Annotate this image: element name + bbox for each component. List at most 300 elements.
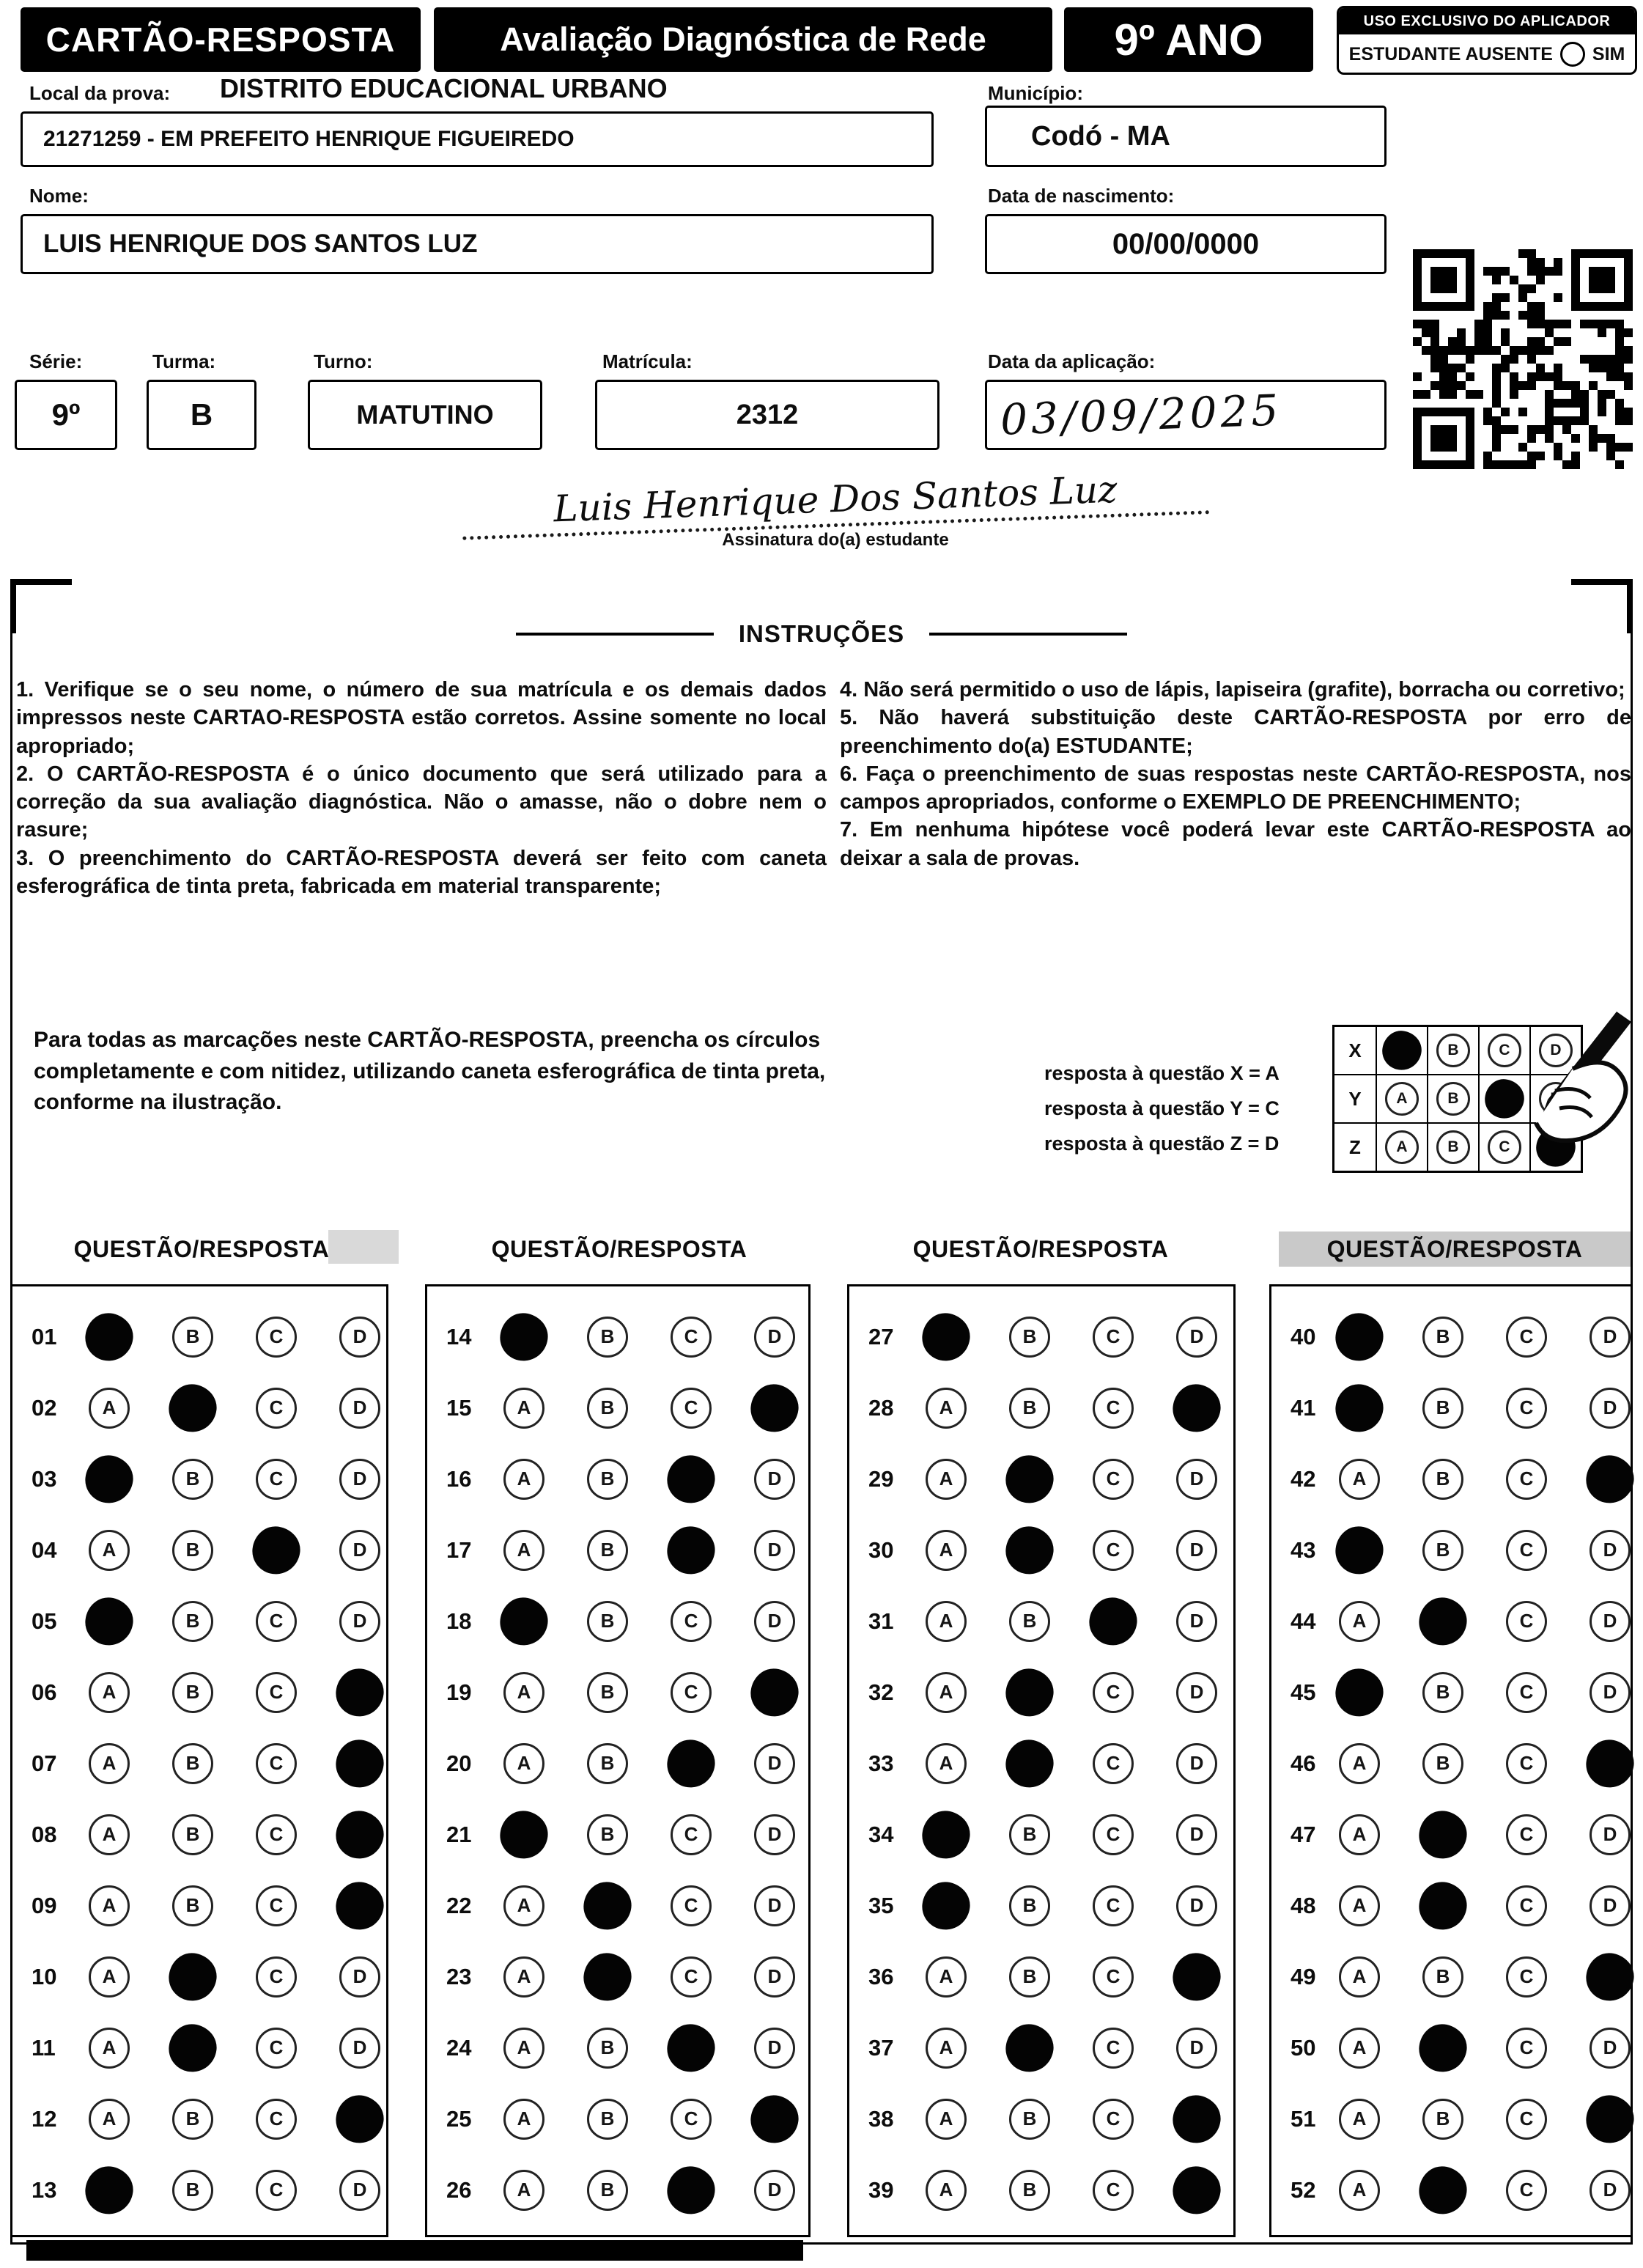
answer-bubble-43-B[interactable]: B xyxy=(1422,1530,1463,1571)
question-number-17: 17 xyxy=(446,1536,472,1563)
answer-bubble-01-C[interactable]: C xyxy=(256,1317,297,1358)
answer-bubble-23-C[interactable]: C xyxy=(671,1956,712,1998)
answer-bubble-19-C[interactable]: C xyxy=(671,1672,712,1713)
answer-bubble-45-B[interactable]: B xyxy=(1422,1672,1463,1713)
answer-bubble-21-D[interactable]: D xyxy=(754,1814,795,1855)
answer-bubble-22-B[interactable] xyxy=(581,1879,634,1932)
question-row-22 xyxy=(427,1870,808,1941)
answer-bubble-24-B[interactable]: B xyxy=(587,2028,628,2069)
answer-bubble-38-A[interactable]: A xyxy=(926,2099,967,2140)
answer-bubble-50-B[interactable] xyxy=(1417,2021,1469,2074)
answer-bubble-17-D[interactable]: D xyxy=(754,1530,795,1571)
answer-bubble-03-C[interactable]: C xyxy=(256,1459,297,1500)
answer-bubble-16-A[interactable]: A xyxy=(503,1459,544,1500)
answer-bubble-02-C[interactable]: C xyxy=(256,1388,297,1429)
answer-bubble-30-D[interactable]: D xyxy=(1176,1530,1217,1571)
answer-bubble-26-D[interactable]: D xyxy=(754,2170,795,2211)
question-options-37 xyxy=(926,2028,1217,2069)
question-number-07: 07 xyxy=(32,1750,57,1776)
answer-bubble-18-B[interactable]: B xyxy=(587,1601,628,1642)
answer-bubble-11-D[interactable]: D xyxy=(339,2028,380,2069)
answer-bubble-51-C[interactable]: C xyxy=(1506,2099,1547,2140)
answer-bubble-14-D[interactable]: D xyxy=(754,1317,795,1358)
question-row-12 xyxy=(12,2083,386,2154)
answer-bubble-35-B[interactable]: B xyxy=(1009,1885,1050,1926)
question-number-05: 05 xyxy=(32,1608,57,1634)
question-options-31 xyxy=(926,1601,1217,1642)
assessment-title: Avaliação Diagnóstica de Rede xyxy=(434,7,1052,72)
answer-bubble-36-D[interactable] xyxy=(1170,1950,1223,2003)
answer-bubble-40-C[interactable]: C xyxy=(1506,1317,1547,1358)
answer-bubble-36-B[interactable]: B xyxy=(1009,1956,1050,1998)
answer-bubble-47-C[interactable]: C xyxy=(1506,1814,1547,1855)
answer-bubble-06-C[interactable]: C xyxy=(256,1672,297,1713)
answer-column-header-2: QUESTÃO/RESPOSTA xyxy=(491,1235,747,1262)
answer-bubble-47-B[interactable] xyxy=(1417,1808,1469,1860)
answer-bubble-38-D[interactable] xyxy=(1170,2092,1223,2145)
signature-label: Assinatura do(a) estudante xyxy=(722,530,949,550)
question-options-33 xyxy=(926,1743,1217,1784)
question-options-48 xyxy=(1339,1885,1631,1926)
answer-bubble-22-A[interactable]: A xyxy=(503,1885,544,1926)
answer-bubble-47-A[interactable]: A xyxy=(1339,1814,1380,1855)
question-number-30: 30 xyxy=(868,1536,894,1563)
answer-bubble-09-C[interactable]: C xyxy=(256,1885,297,1926)
answer-bubble-19-A[interactable]: A xyxy=(503,1672,544,1713)
answer-bubble-34-A[interactable] xyxy=(920,1808,972,1860)
example-legend xyxy=(1044,1056,1280,1161)
question-row-32 xyxy=(849,1657,1233,1728)
answer-bubble-23-D[interactable]: D xyxy=(754,1956,795,1998)
example-legend-line-1: resposta à questão X = A xyxy=(1044,1062,1280,1084)
question-row-23 xyxy=(427,1941,808,2012)
class-field: B xyxy=(147,380,256,450)
question-options-22 xyxy=(503,1885,795,1926)
answer-bubble-48-B[interactable] xyxy=(1417,1879,1469,1932)
question-row-13 xyxy=(12,2154,386,2225)
answer-bubble-29-D[interactable]: D xyxy=(1176,1459,1217,1500)
answer-bubble-11-C[interactable]: C xyxy=(256,2028,297,2069)
answer-bubble-17-A[interactable]: A xyxy=(503,1530,544,1571)
answer-bubble-39-D[interactable] xyxy=(1170,2163,1223,2216)
answer-bubble-14-B[interactable]: B xyxy=(587,1317,628,1358)
answer-bubble-04-C[interactable] xyxy=(250,1523,303,1576)
answer-bubble-37-A[interactable]: A xyxy=(926,2028,967,2069)
question-row-34 xyxy=(849,1799,1233,1870)
answer-bubble-51-B[interactable]: B xyxy=(1422,2099,1463,2140)
answer-bubble-04-B[interactable]: B xyxy=(172,1530,213,1571)
example-row-label-Z: Z xyxy=(1349,1135,1361,1158)
answer-bubble-05-D[interactable]: D xyxy=(339,1601,380,1642)
answer-bubble-28-A[interactable]: A xyxy=(926,1388,967,1429)
answer-bubble-33-D[interactable]: D xyxy=(1176,1743,1217,1784)
question-row-19 xyxy=(427,1657,808,1728)
question-options-32 xyxy=(926,1672,1217,1713)
answer-bubble-06-D[interactable] xyxy=(333,1665,386,1718)
answer-bubble-48-A[interactable]: A xyxy=(1339,1885,1380,1926)
answer-bubble-21-B[interactable]: B xyxy=(587,1814,628,1855)
question-options-18 xyxy=(503,1601,795,1642)
answer-bubble-40-D[interactable]: D xyxy=(1590,1317,1631,1358)
answer-bubble-42-B[interactable]: B xyxy=(1422,1459,1463,1500)
question-options-07 xyxy=(89,1743,380,1784)
question-options-47 xyxy=(1339,1814,1631,1855)
answer-bubble-06-A[interactable]: A xyxy=(89,1672,130,1713)
question-row-16 xyxy=(427,1443,808,1514)
answer-bubble-35-C[interactable]: C xyxy=(1093,1885,1134,1926)
question-row-29 xyxy=(849,1443,1233,1514)
heading-rule-right xyxy=(929,633,1127,636)
answer-bubble-20-B[interactable]: B xyxy=(587,1743,628,1784)
answer-bubble-34-C[interactable]: C xyxy=(1093,1814,1134,1855)
answer-bubble-44-B[interactable] xyxy=(1417,1594,1469,1647)
question-options-50 xyxy=(1339,2028,1631,2069)
answer-bubble-29-B[interactable] xyxy=(1003,1452,1056,1505)
answer-bubble-01-A[interactable] xyxy=(83,1310,136,1363)
answer-bubble-35-D[interactable]: D xyxy=(1176,1885,1217,1926)
answer-bubble-13-D[interactable]: D xyxy=(339,2170,380,2211)
answer-bubble-27-C[interactable]: C xyxy=(1093,1317,1134,1358)
answer-bubble-49-C[interactable]: C xyxy=(1506,1956,1547,1998)
answer-bubble-31-C[interactable] xyxy=(1087,1594,1140,1647)
answer-bubble-03-A[interactable] xyxy=(83,1452,136,1505)
example-bubble-Z-B: B xyxy=(1436,1130,1470,1164)
answer-bubble-33-A[interactable]: A xyxy=(926,1743,967,1784)
answer-bubble-38-C[interactable]: C xyxy=(1093,2099,1134,2140)
answer-bubble-07-D[interactable] xyxy=(333,1737,386,1789)
answer-bubble-43-D[interactable]: D xyxy=(1590,1530,1631,1571)
question-options-02 xyxy=(89,1388,380,1429)
grade-field: 9º xyxy=(15,380,117,450)
answer-bubble-05-B[interactable]: B xyxy=(172,1601,213,1642)
answer-bubble-27-B[interactable]: B xyxy=(1009,1317,1050,1358)
answer-bubble-27-A[interactable] xyxy=(920,1310,972,1363)
question-options-28 xyxy=(926,1388,1217,1429)
answer-bubble-08-D[interactable] xyxy=(333,1808,386,1860)
answer-bubble-20-D[interactable]: D xyxy=(754,1743,795,1784)
answer-bubble-08-C[interactable]: C xyxy=(256,1814,297,1855)
question-options-24 xyxy=(503,2028,795,2069)
answer-bubble-30-C[interactable]: C xyxy=(1093,1530,1134,1571)
answer-bubble-30-A[interactable]: A xyxy=(926,1530,967,1571)
answer-bubble-06-B[interactable]: B xyxy=(172,1672,213,1713)
answer-bubble-30-B[interactable] xyxy=(1003,1523,1056,1576)
answer-bubble-33-B[interactable] xyxy=(1003,1737,1056,1789)
answer-bubble-31-D[interactable]: D xyxy=(1176,1601,1217,1642)
question-options-41 xyxy=(1339,1388,1631,1429)
answer-bubble-01-B[interactable]: B xyxy=(172,1317,213,1358)
question-options-19 xyxy=(503,1672,795,1713)
answer-bubble-46-C[interactable]: C xyxy=(1506,1743,1547,1784)
question-options-36 xyxy=(926,1956,1217,1998)
question-row-21 xyxy=(427,1799,808,1870)
answer-bubble-25-C[interactable]: C xyxy=(671,2099,712,2140)
answer-bubble-23-B[interactable] xyxy=(581,1950,634,2003)
answer-bubble-37-B[interactable] xyxy=(1003,2021,1056,2074)
answer-bubble-04-D[interactable]: D xyxy=(339,1530,380,1571)
answer-bubble-02-A[interactable]: A xyxy=(89,1388,130,1429)
answer-bubble-50-A[interactable]: A xyxy=(1339,2028,1380,2069)
answer-bubble-03-D[interactable]: D xyxy=(339,1459,380,1500)
answer-bubble-13-C[interactable]: C xyxy=(256,2170,297,2211)
question-number-16: 16 xyxy=(446,1465,472,1492)
question-row-51 xyxy=(1271,2083,1631,2154)
answer-bubble-12-B[interactable]: B xyxy=(172,2099,213,2140)
question-options-04 xyxy=(89,1530,380,1571)
answer-bubble-26-A[interactable]: A xyxy=(503,2170,544,2211)
question-row-43 xyxy=(1271,1514,1631,1586)
question-row-18 xyxy=(427,1586,808,1657)
answer-bubble-05-C[interactable]: C xyxy=(256,1601,297,1642)
answer-bubble-28-C[interactable]: C xyxy=(1093,1388,1134,1429)
question-options-39 xyxy=(926,2170,1217,2211)
answer-bubble-41-A[interactable] xyxy=(1333,1381,1386,1434)
question-number-12: 12 xyxy=(32,2105,57,2132)
answer-bubble-33-C[interactable]: C xyxy=(1093,1743,1134,1784)
answer-bubble-11-B[interactable] xyxy=(166,2021,219,2074)
hand-with-pen-illustration xyxy=(1466,1006,1639,1173)
answer-bubble-50-D[interactable]: D xyxy=(1590,2028,1631,2069)
answer-bubble-39-B[interactable]: B xyxy=(1009,2170,1050,2211)
answer-bubble-36-A[interactable]: A xyxy=(926,1956,967,1998)
answer-bubble-19-D[interactable] xyxy=(748,1665,801,1718)
answer-bubble-32-D[interactable]: D xyxy=(1176,1672,1217,1713)
answer-bubble-31-B[interactable]: B xyxy=(1009,1601,1050,1642)
answer-bubble-46-A[interactable]: A xyxy=(1339,1743,1380,1784)
question-number-47: 47 xyxy=(1291,1821,1316,1847)
answer-bubble-44-A[interactable]: A xyxy=(1339,1601,1380,1642)
answer-bubble-17-C[interactable] xyxy=(665,1523,717,1576)
answer-bubble-10-B[interactable] xyxy=(166,1950,219,2003)
answer-bubble-35-A[interactable] xyxy=(920,1879,972,1932)
answer-bubble-34-D[interactable]: D xyxy=(1176,1814,1217,1855)
answer-bubble-21-A[interactable] xyxy=(498,1808,550,1860)
answer-bubble-41-C[interactable]: C xyxy=(1506,1388,1547,1429)
answer-bubble-12-C[interactable]: C xyxy=(256,2099,297,2140)
answer-bubble-14-A[interactable] xyxy=(498,1310,550,1363)
grade-label: Série: xyxy=(29,350,83,372)
answer-bubble-13-B[interactable]: B xyxy=(172,2170,213,2211)
answer-bubble-31-A[interactable]: A xyxy=(926,1601,967,1642)
question-row-49 xyxy=(1271,1941,1631,2012)
answer-bubble-51-D[interactable] xyxy=(1584,2092,1636,2145)
answer-bubble-02-B[interactable] xyxy=(166,1381,219,1434)
question-options-06 xyxy=(89,1672,380,1713)
answer-bubble-46-B[interactable]: B xyxy=(1422,1743,1463,1784)
answer-bubble-15-B[interactable]: B xyxy=(587,1388,628,1429)
answer-bubble-52-B[interactable] xyxy=(1417,2163,1469,2216)
answer-box-2 xyxy=(425,1284,811,2237)
answer-bubble-46-D[interactable] xyxy=(1584,1737,1636,1789)
answer-bubble-21-C[interactable]: C xyxy=(671,1814,712,1855)
answer-bubble-38-B[interactable]: B xyxy=(1009,2099,1050,2140)
answer-bubble-10-D[interactable]: D xyxy=(339,1956,380,1998)
answer-bubble-50-C[interactable]: C xyxy=(1506,2028,1547,2069)
answer-bubble-07-A[interactable]: A xyxy=(89,1743,130,1784)
answer-bubble-09-D[interactable] xyxy=(333,1879,386,1932)
answer-bubble-18-D[interactable]: D xyxy=(754,1601,795,1642)
student-absent-bubble[interactable] xyxy=(1560,42,1585,67)
answer-bubble-16-B[interactable]: B xyxy=(587,1459,628,1500)
answer-bubble-51-A[interactable]: A xyxy=(1339,2099,1380,2140)
example-row-label-Y: Y xyxy=(1348,1087,1362,1110)
question-options-43 xyxy=(1339,1530,1631,1571)
answer-bubble-43-A[interactable] xyxy=(1333,1523,1386,1576)
class-label: Turma: xyxy=(152,350,216,372)
answer-bubble-42-C[interactable]: C xyxy=(1506,1459,1547,1500)
question-row-31 xyxy=(849,1586,1233,1657)
question-options-05 xyxy=(89,1601,380,1642)
exam-site-label: Local da prova: xyxy=(29,82,171,104)
answer-bubble-23-A[interactable]: A xyxy=(503,1956,544,1998)
question-number-29: 29 xyxy=(868,1465,894,1492)
answer-box-3 xyxy=(847,1284,1236,2237)
answer-bubble-24-D[interactable]: D xyxy=(754,2028,795,2069)
answer-bubble-37-C[interactable]: C xyxy=(1093,2028,1134,2069)
answer-bubble-45-A[interactable] xyxy=(1333,1665,1386,1718)
answer-bubble-16-D[interactable]: D xyxy=(754,1459,795,1500)
answer-bubble-08-B[interactable]: B xyxy=(172,1814,213,1855)
example-bubble-X-B: B xyxy=(1436,1034,1470,1067)
answer-bubble-09-A[interactable]: A xyxy=(89,1885,130,1926)
answer-bubble-42-D[interactable] xyxy=(1584,1452,1636,1505)
municipality-label: Município: xyxy=(988,82,1083,104)
examiner-use-box xyxy=(1337,6,1637,75)
answer-bubble-04-A[interactable]: A xyxy=(89,1530,130,1571)
answer-bubble-44-C[interactable]: C xyxy=(1506,1601,1547,1642)
answer-bubble-24-C[interactable] xyxy=(665,2021,717,2074)
answer-bubble-43-C[interactable]: C xyxy=(1506,1530,1547,1571)
answer-bubble-52-D[interactable]: D xyxy=(1590,2170,1631,2211)
question-row-30 xyxy=(849,1514,1233,1586)
question-row-42 xyxy=(1271,1443,1631,1514)
example-bubble-X-A xyxy=(1380,1028,1423,1072)
answer-bubble-18-C[interactable]: C xyxy=(671,1601,712,1642)
question-number-41: 41 xyxy=(1291,1394,1316,1421)
question-row-35 xyxy=(849,1870,1233,1941)
question-number-01: 01 xyxy=(32,1323,57,1350)
answer-bubble-45-C[interactable]: C xyxy=(1506,1672,1547,1713)
instructions-left xyxy=(16,676,827,900)
answer-bubble-36-C[interactable]: C xyxy=(1093,1956,1134,1998)
answer-bubble-12-D[interactable] xyxy=(333,2092,386,2145)
answer-bubble-15-C[interactable]: C xyxy=(671,1388,712,1429)
answer-bubble-19-B[interactable]: B xyxy=(587,1672,628,1713)
application-date-field[interactable] xyxy=(985,380,1387,450)
answer-bubble-49-D[interactable] xyxy=(1584,1950,1636,2003)
answer-bubble-49-A[interactable]: A xyxy=(1339,1956,1380,1998)
question-row-33 xyxy=(849,1728,1233,1799)
answer-bubble-28-D[interactable] xyxy=(1170,1381,1223,1434)
answer-bubble-25-D[interactable] xyxy=(748,2092,801,2145)
answer-bubble-08-A[interactable]: A xyxy=(89,1814,130,1855)
answer-bubble-28-B[interactable]: B xyxy=(1009,1388,1050,1429)
answer-bubble-09-B[interactable]: B xyxy=(172,1885,213,1926)
question-row-15 xyxy=(427,1372,808,1443)
answer-bubble-12-A[interactable]: A xyxy=(89,2099,130,2140)
answer-bubble-39-C[interactable]: C xyxy=(1093,2170,1134,2211)
answer-bubble-44-D[interactable]: D xyxy=(1590,1601,1631,1642)
answer-bubble-17-B[interactable]: B xyxy=(587,1530,628,1571)
question-row-38 xyxy=(849,2083,1233,2154)
answer-bubble-14-C[interactable]: C xyxy=(671,1317,712,1358)
answer-bubble-45-D[interactable]: D xyxy=(1590,1672,1631,1713)
question-row-39 xyxy=(849,2154,1233,2225)
answer-bubble-16-C[interactable] xyxy=(665,1452,717,1505)
answer-bubble-48-D[interactable]: D xyxy=(1590,1885,1631,1926)
answer-bubble-34-B[interactable]: B xyxy=(1009,1814,1050,1855)
answer-bubble-32-B[interactable] xyxy=(1003,1665,1056,1718)
exam-site-value: DISTRITO EDUCACIONAL URBANO xyxy=(220,73,668,103)
question-row-24 xyxy=(427,2012,808,2083)
answer-bubble-02-D[interactable]: D xyxy=(339,1388,380,1429)
answer-column-header-1: QUESTÃO/RESPOSTA xyxy=(73,1235,330,1262)
answer-bubble-07-B[interactable]: B xyxy=(172,1743,213,1784)
answer-bubble-25-A[interactable]: A xyxy=(503,2099,544,2140)
answer-bubble-52-A[interactable]: A xyxy=(1339,2170,1380,2211)
answer-bubble-01-D[interactable]: D xyxy=(339,1317,380,1358)
answer-bubble-29-A[interactable]: A xyxy=(926,1459,967,1500)
question-options-40 xyxy=(1339,1317,1631,1358)
signature-area[interactable] xyxy=(440,468,1231,551)
answer-bubble-18-A[interactable] xyxy=(498,1594,550,1647)
answer-bubble-22-C[interactable]: C xyxy=(671,1885,712,1926)
answer-bubble-52-C[interactable]: C xyxy=(1506,2170,1547,2211)
answer-bubble-24-A[interactable]: A xyxy=(503,2028,544,2069)
answer-bubble-03-B[interactable]: B xyxy=(172,1459,213,1500)
question-number-35: 35 xyxy=(868,1892,894,1918)
answer-bubble-07-C[interactable]: C xyxy=(256,1743,297,1784)
answer-bubble-26-B[interactable]: B xyxy=(587,2170,628,2211)
question-row-03 xyxy=(12,1443,386,1514)
answer-bubble-10-A[interactable]: A xyxy=(89,1956,130,1998)
answer-bubble-32-A[interactable]: A xyxy=(926,1672,967,1713)
answer-bubble-42-A[interactable]: A xyxy=(1339,1459,1380,1500)
answer-bubble-48-C[interactable]: C xyxy=(1506,1885,1547,1926)
answer-bubble-37-D[interactable]: D xyxy=(1176,2028,1217,2069)
question-options-51 xyxy=(1339,2099,1631,2140)
answer-bubble-25-B[interactable]: B xyxy=(587,2099,628,2140)
question-row-41 xyxy=(1271,1372,1631,1443)
instruction-item-4: 4. Não será permitido o uso de lápis, lapiseira (grafite), borracha ou corretivo; xyxy=(840,678,1625,702)
answer-bubble-11-A[interactable]: A xyxy=(89,2028,130,2069)
question-options-14 xyxy=(503,1317,795,1358)
answer-bubble-29-C[interactable]: C xyxy=(1093,1459,1134,1500)
answer-bubble-13-A[interactable] xyxy=(83,2163,136,2216)
answer-bubble-26-C[interactable] xyxy=(665,2163,717,2216)
answer-bubble-41-D[interactable]: D xyxy=(1590,1388,1631,1429)
question-number-19: 19 xyxy=(446,1679,472,1705)
answer-bubble-32-C[interactable]: C xyxy=(1093,1672,1134,1713)
answer-bubble-40-A[interactable] xyxy=(1333,1310,1386,1363)
answer-bubble-49-B[interactable]: B xyxy=(1422,1956,1463,1998)
answer-bubble-39-A[interactable]: A xyxy=(926,2170,967,2211)
answer-bubble-41-B[interactable]: B xyxy=(1422,1388,1463,1429)
question-row-05 xyxy=(12,1586,386,1657)
answer-bubble-15-A[interactable]: A xyxy=(503,1388,544,1429)
question-row-40 xyxy=(1271,1301,1631,1372)
answer-bubble-47-D[interactable]: D xyxy=(1590,1814,1631,1855)
answer-bubble-27-D[interactable]: D xyxy=(1176,1317,1217,1358)
answer-bubble-10-C[interactable]: C xyxy=(256,1956,297,1998)
answer-bubble-40-B[interactable]: B xyxy=(1422,1317,1463,1358)
example-bubble-Z-A: A xyxy=(1385,1130,1419,1164)
answer-bubble-15-D[interactable] xyxy=(748,1381,801,1434)
answer-bubble-05-A[interactable] xyxy=(83,1594,136,1647)
answer-bubble-20-A[interactable]: A xyxy=(503,1743,544,1784)
answer-bubble-22-D[interactable]: D xyxy=(754,1885,795,1926)
answer-bubble-20-C[interactable] xyxy=(665,1737,717,1789)
